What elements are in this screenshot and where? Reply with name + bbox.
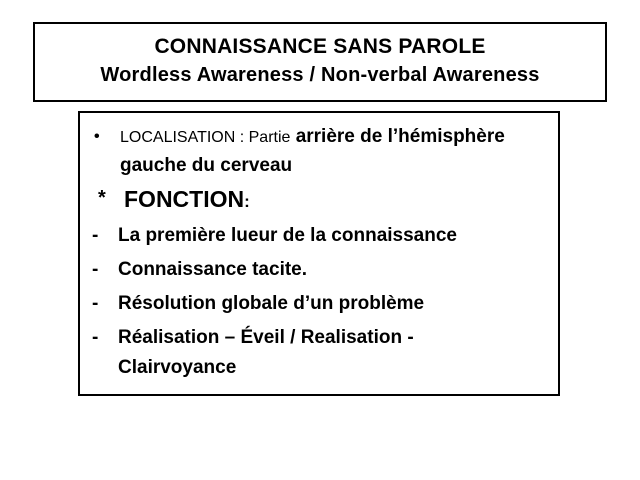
list-item xyxy=(90,222,548,250)
dash-marker: - xyxy=(92,225,99,246)
list-item-label: Connaissance tacite. xyxy=(118,259,308,280)
bullet-marker: • xyxy=(94,128,100,145)
list-item-label: Clairvoyance xyxy=(118,357,237,378)
function-text xyxy=(124,184,548,216)
list-item-label: Réalisation – Éveil / Realisation - xyxy=(118,327,414,348)
asterisk-marker: * xyxy=(98,187,106,209)
localisation-label: LOCALISATION : Partie xyxy=(120,129,291,146)
dash-marker: - xyxy=(92,259,99,280)
list-item xyxy=(90,324,548,352)
list-item-continuation xyxy=(90,354,548,382)
localisation-row xyxy=(90,123,548,180)
list-item-label: La première lueur de la connaissance xyxy=(118,225,457,246)
title-line-1: CONNAISSANCE SANS PAROLE xyxy=(154,35,486,58)
localisation-text xyxy=(120,123,548,180)
dash-marker: - xyxy=(92,293,99,314)
list-item xyxy=(90,256,548,284)
list-item xyxy=(90,290,548,318)
function-row xyxy=(90,184,548,216)
title-box xyxy=(33,22,607,102)
dash-marker: - xyxy=(92,327,99,348)
localisation-continuation: l’hémisphère gauche du cerveau xyxy=(120,126,505,176)
function-label: FONCTION xyxy=(124,186,245,212)
function-colon: : xyxy=(244,192,250,211)
list-item-label: Résolution globale d’un problème xyxy=(118,293,425,314)
localisation-emphasis: arrière de xyxy=(295,126,383,147)
content-box xyxy=(78,111,560,396)
title-line-2: Wordless Awareness / Non-verbal Awareness xyxy=(100,64,540,86)
